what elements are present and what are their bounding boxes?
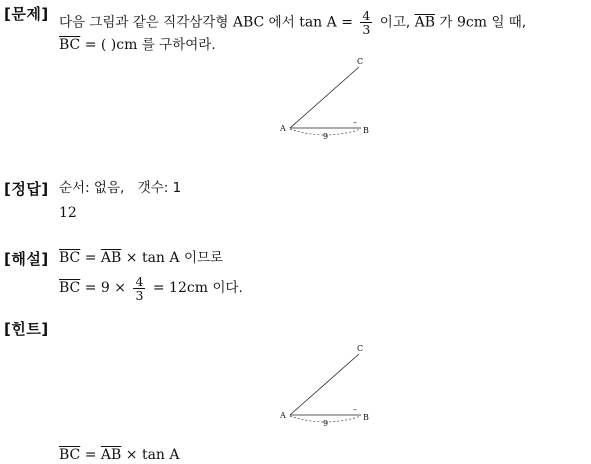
tan-term: × tan A <box>125 250 180 266</box>
fraction <box>360 9 372 36</box>
segment-ab: $\overline{AB}$ <box>100 447 122 463</box>
fraction <box>133 275 145 302</box>
solution-line-2 <box>59 265 243 311</box>
answer-value: 12 <box>59 205 77 221</box>
vertex-c-label: C <box>357 344 364 353</box>
answer-count: 갯수: 1 <box>137 180 182 196</box>
problem-text: 다음 그림과 같은 직각삼각형 <box>59 14 229 31</box>
problem-text: 일 때, <box>491 14 527 31</box>
vertex-b-label: B <box>363 413 369 422</box>
fraction-numerator: 4 <box>362 8 371 23</box>
problem-text: 를 구하여라. <box>141 37 216 53</box>
hint-line-1 <box>59 446 180 464</box>
solution-text: 이다. <box>212 280 243 296</box>
vertex-a-label: A <box>280 411 286 420</box>
fraction-numerator: 4 <box>135 273 144 289</box>
vertex-c-label: C <box>357 57 364 66</box>
solution-text: 이므로 <box>183 250 224 266</box>
problem-line-2 <box>59 36 216 54</box>
problem-line-1 <box>59 9 526 36</box>
segment-bc: $\overline{BC}$ <box>59 250 81 266</box>
segment-bc: $\overline{BC}$ <box>59 280 81 296</box>
segment-ab: $\overline{AB}$ <box>414 14 436 31</box>
right-angle-mark: – <box>353 118 357 127</box>
length-value: 9cm <box>456 14 488 31</box>
triangle-figure <box>275 55 375 140</box>
answer-label: [정답] <box>4 180 49 198</box>
side-ab-label: 9 <box>323 419 329 427</box>
vertex-b-label: B <box>363 126 369 135</box>
vertex-a-label: A <box>280 124 286 133</box>
calc-expression: = 9 × <box>84 280 126 296</box>
problem-label: [문제] <box>4 5 49 23</box>
answer-line-1 <box>59 179 181 197</box>
problem-text: 에서 <box>268 14 295 31</box>
hint-label: [힌트] <box>4 320 49 338</box>
calc-result: = 12cm <box>152 280 208 296</box>
equals-sign: = <box>84 447 97 463</box>
triangle-figure-hint <box>275 342 375 427</box>
answer-blank: = ( )cm <box>84 37 138 53</box>
tan-term: × tan A <box>125 447 180 463</box>
fraction-denominator: 3 <box>135 287 144 303</box>
right-angle-mark: – <box>353 405 357 414</box>
segment-ab: $\overline{AB}$ <box>100 250 122 266</box>
fraction-denominator: 3 <box>362 22 371 37</box>
tan-expression: tan A = <box>299 14 353 31</box>
problem-text: 이고, <box>379 14 411 31</box>
side-ab-label: 9 <box>323 132 329 140</box>
segment-bc: $\overline{BC}$ <box>59 447 81 463</box>
segment-bc: $\overline{BC}$ <box>59 37 81 53</box>
equals-sign: = <box>84 250 97 266</box>
problem-text: 가 <box>439 14 453 31</box>
solution-label: [해설] <box>4 250 49 268</box>
triangle-name: ABC <box>232 14 265 31</box>
answer-order: 순서: 없음, <box>59 180 125 196</box>
